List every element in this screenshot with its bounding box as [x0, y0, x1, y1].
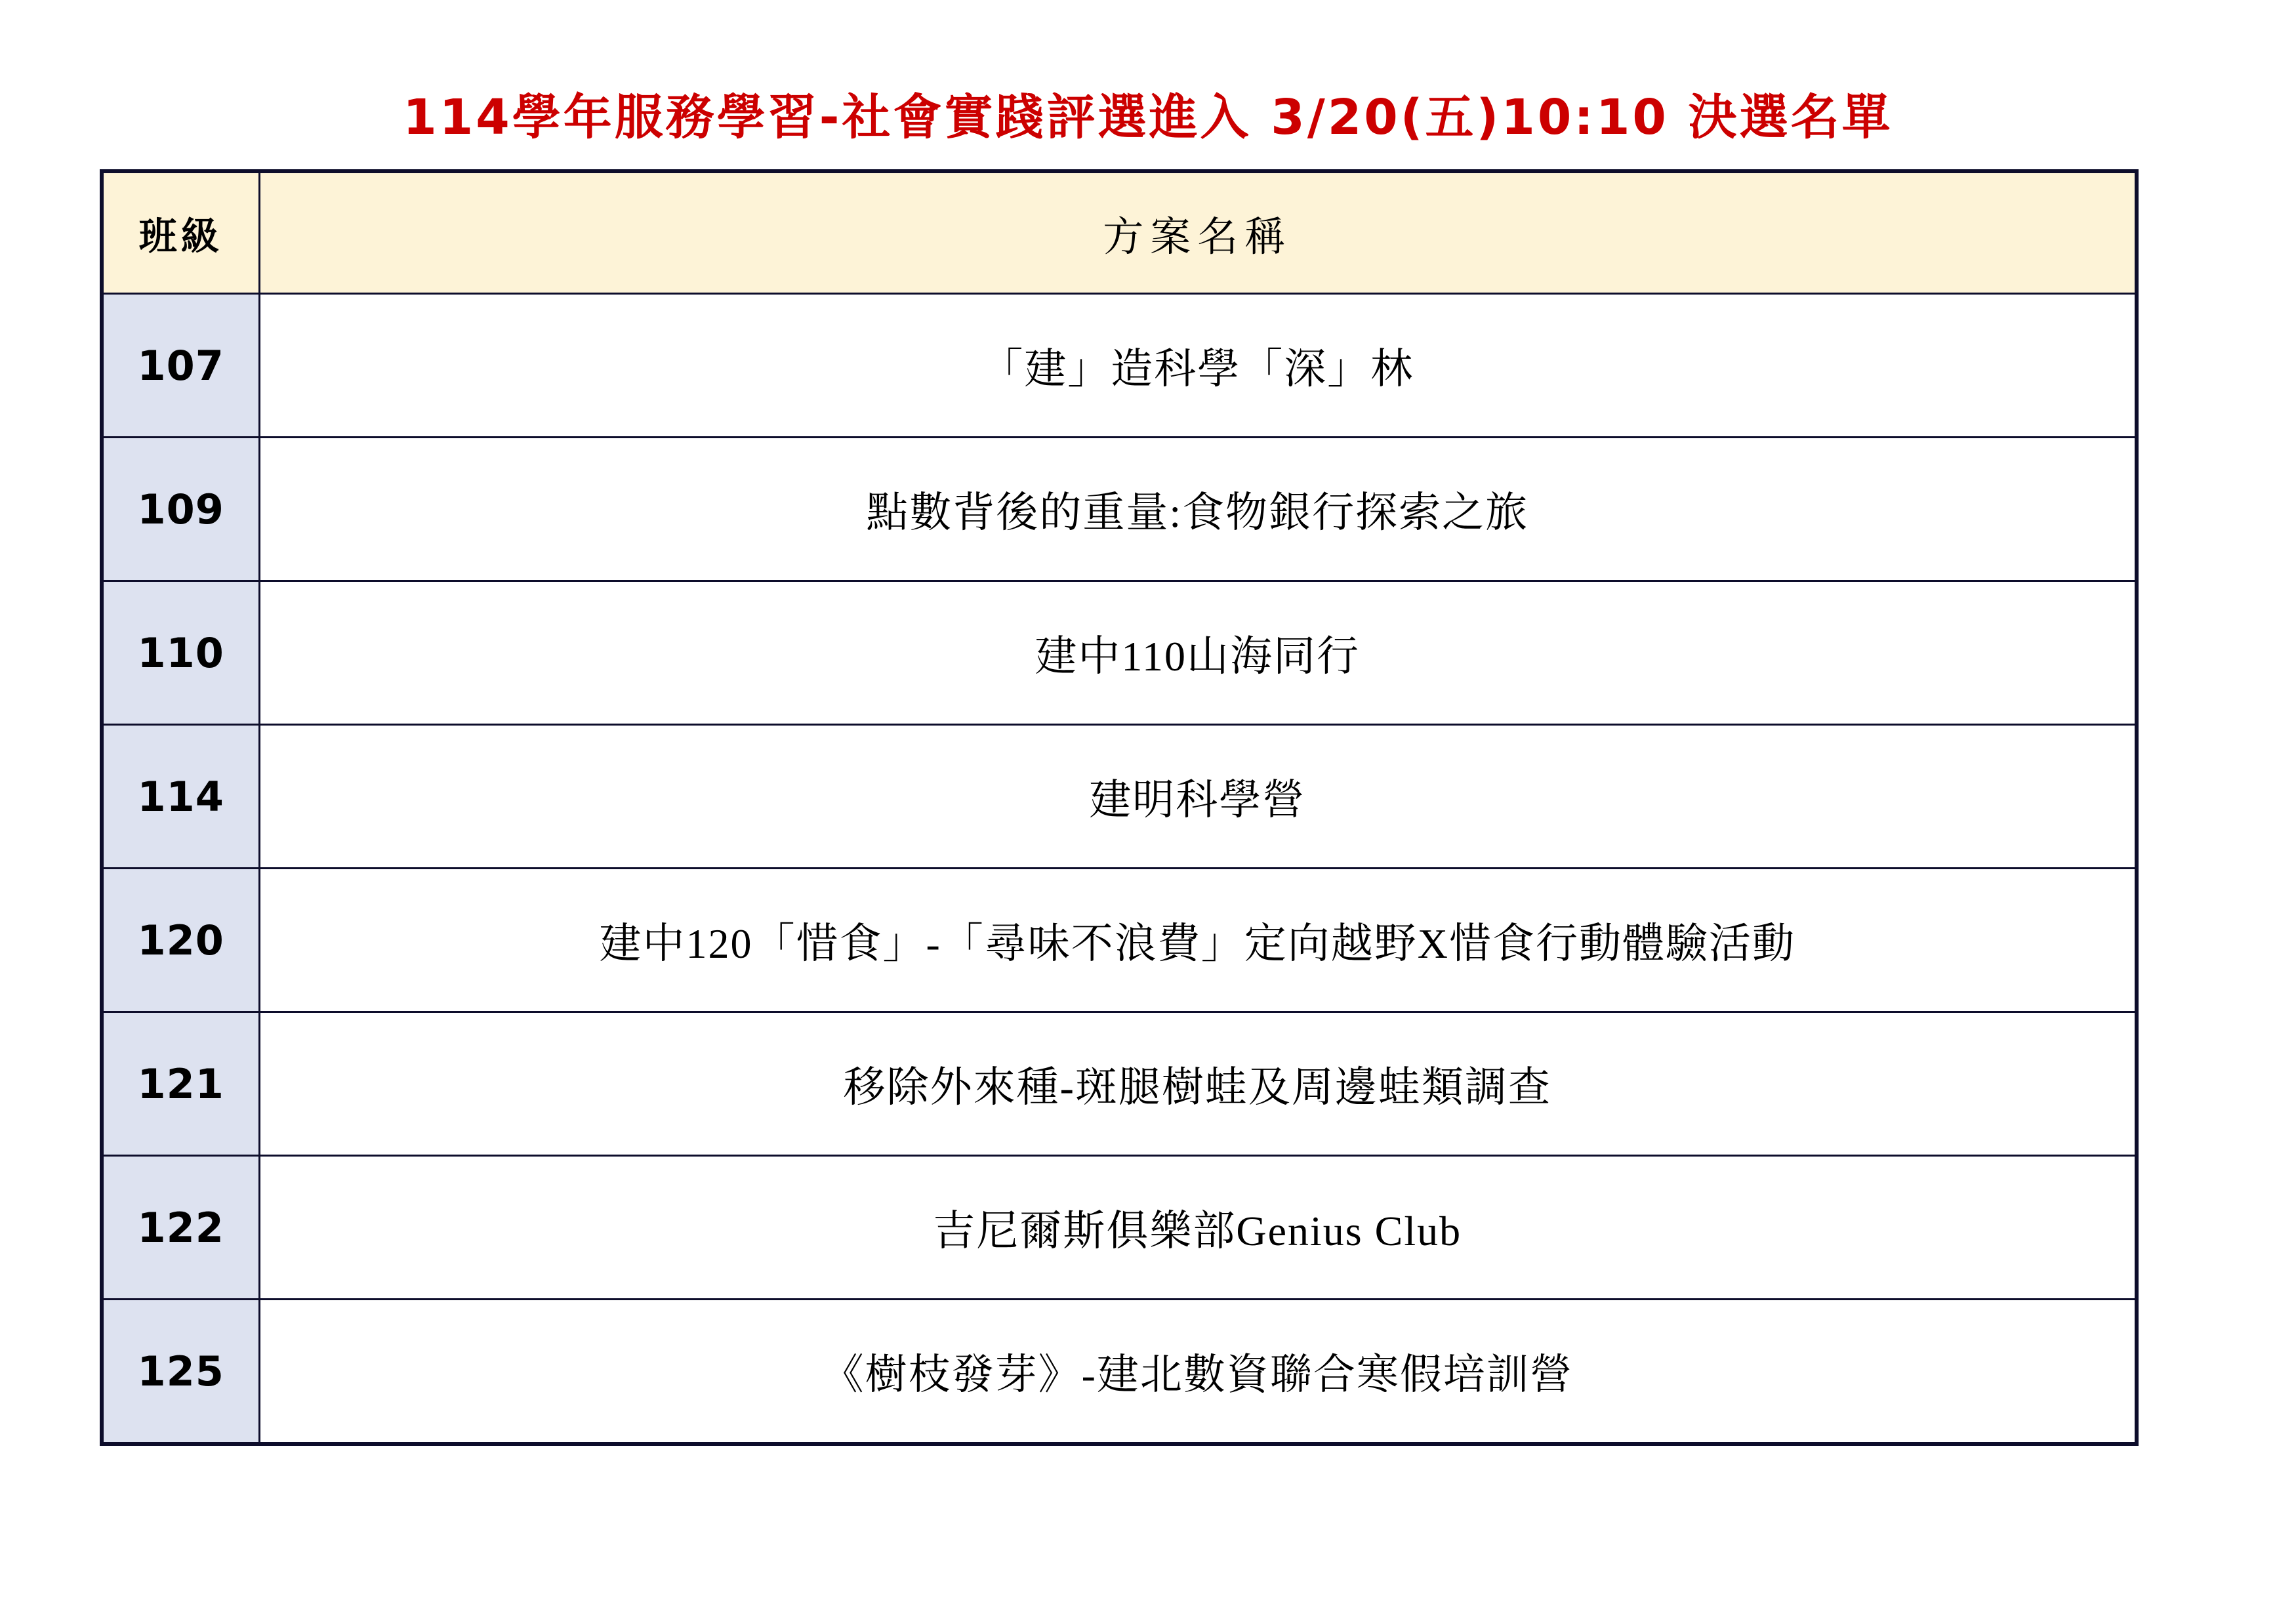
cell-project-name: 「建」造科學「深」林	[259, 294, 2137, 438]
table-row	[102, 1012, 2137, 1156]
table-header	[102, 171, 2137, 294]
finalist-table	[100, 169, 2139, 1446]
cell-class: 120	[102, 869, 259, 1012]
table-row	[102, 1156, 2137, 1300]
cell-class: 121	[102, 1012, 259, 1156]
cell-project-name: 建中110山海同行	[259, 581, 2137, 725]
cell-project-name: 點數背後的重量:食物銀行探索之旅	[259, 438, 2137, 581]
cell-class: 114	[102, 725, 259, 869]
table-row	[102, 438, 2137, 581]
cell-project-name: 建中120「惜食」-「尋味不浪費」定向越野X惜食行動體驗活動	[259, 869, 2137, 1012]
cell-class: 122	[102, 1156, 259, 1300]
table-row	[102, 869, 2137, 1012]
cell-class: 107	[102, 294, 259, 438]
cell-project-name: 《樹枝發芽》-建北數資聯合寒假培訓營	[259, 1300, 2137, 1445]
page-title: 114學年服務學習-社會實踐評選進入 3/20(五)10:10 決選名單	[403, 89, 1893, 146]
cell-class: 125	[102, 1300, 259, 1445]
column-header-class: 班級	[102, 171, 259, 294]
table-row	[102, 1300, 2137, 1445]
column-header-project-name: 方案名稱	[259, 171, 2137, 294]
cell-project-name: 吉尼爾斯俱樂部Genius Club	[259, 1156, 2137, 1300]
table-header-row	[102, 171, 2137, 294]
table-row	[102, 581, 2137, 725]
table-row	[102, 294, 2137, 438]
cell-class: 109	[102, 438, 259, 581]
cell-project-name: 移除外來種-斑腿樹蛙及周邊蛙類調查	[259, 1012, 2137, 1156]
table-body	[102, 294, 2137, 1445]
cell-class: 110	[102, 581, 259, 725]
cell-project-name: 建明科學營	[259, 725, 2137, 869]
finalist-table-container	[100, 169, 2135, 1446]
table-row	[102, 725, 2137, 869]
